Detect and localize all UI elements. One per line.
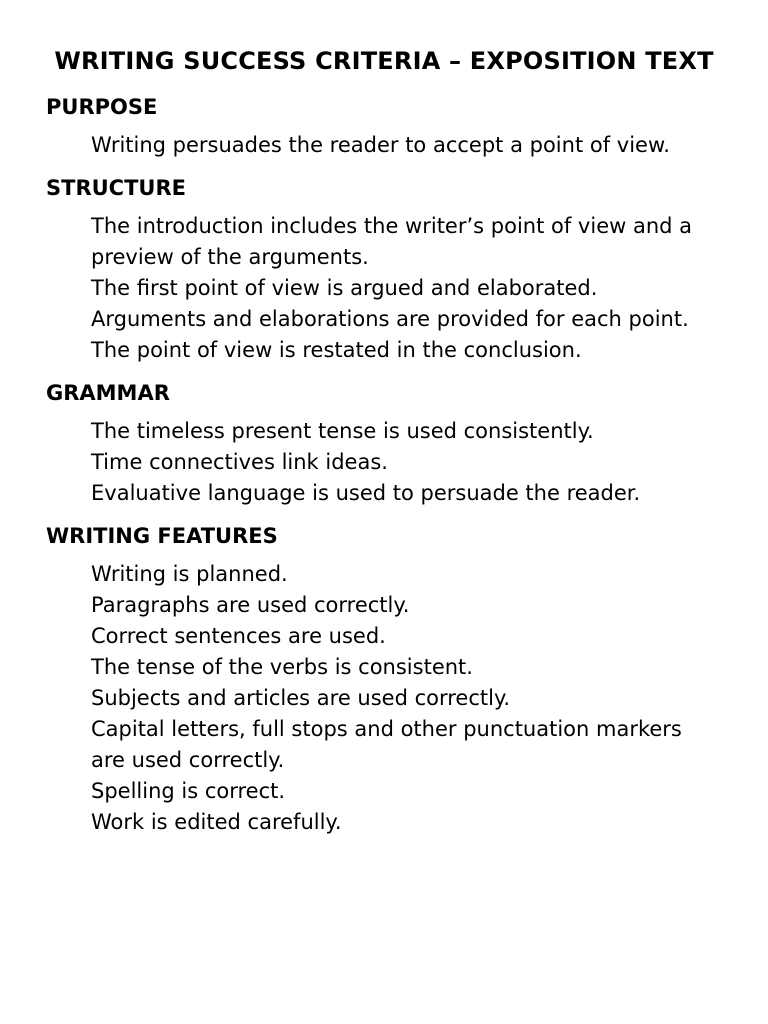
section-purpose [46,92,722,161]
list-item: Writing persuades the reader to accept a point of view. [91,133,670,157]
section-heading-writing-features: WRITING FEATURES [46,524,278,548]
section-heading-purpose: PURPOSE [46,95,158,119]
list-item: Evaluative language is used to persuade the reader. [91,481,641,505]
list-item: The introduction includes the writer’s point of view and a preview of the arguments. [91,214,693,269]
list-item: The tense of the verbs is consistent. [91,655,473,679]
structure-list [46,211,722,366]
section-structure [46,173,722,366]
list-item: The first point of view is argued and elaborated. [91,276,598,300]
list-item: Subjects and articles are used correctly. [91,686,511,710]
list-item: Paragraphs are used correctly. [91,593,410,617]
list-item: Writing is planned. [91,562,288,586]
page-title: WRITING SUCCESS CRITERIA – EXPOSITION TEXT [54,47,714,75]
section-writing-features [46,521,722,838]
list-item: The point of view is restated in the conclusion. [91,338,582,362]
section-heading-grammar: GRAMMAR [46,381,170,405]
list-item: Capital letters, full stops and other punctuation markers are used correctly. [91,717,682,772]
list-item: Correct sentences are used. [91,624,386,648]
list-item: Time connectives link ideas. [91,450,388,474]
purpose-list [46,130,722,161]
list-item: Spelling is correct. [91,779,286,803]
grammar-list [46,416,722,509]
list-item: The timeless present tense is used consistently. [91,419,594,443]
writing-features-list [46,559,722,838]
section-grammar [46,378,722,509]
list-item: Arguments and elaborations are provided for each point. [91,307,689,331]
section-heading-structure: STRUCTURE [46,176,186,200]
list-item: Work is edited carefully. [91,810,342,834]
